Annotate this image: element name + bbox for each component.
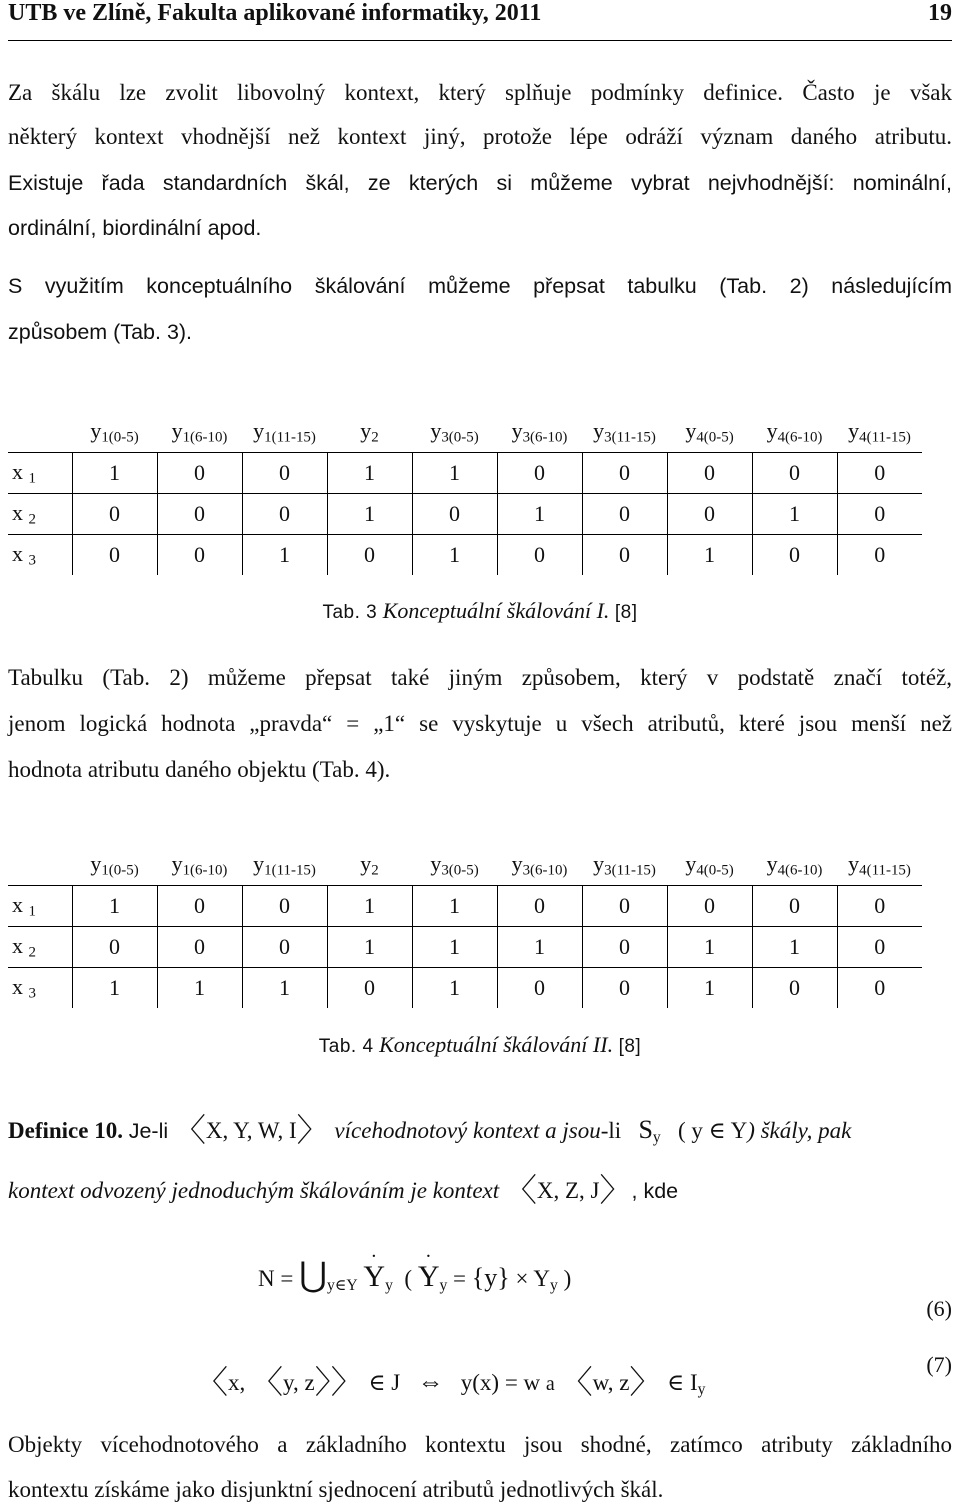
eq7-in-I-sub: y <box>697 1380 706 1398</box>
eq7-x: x, <box>228 1370 246 1395</box>
page-header <box>8 0 952 41</box>
definition-text-1: vícehodnotový kontext a jsou- <box>334 1118 609 1143</box>
eq7-a: a <box>545 1373 555 1395</box>
eq6-Y-sub: y <box>550 1276 558 1294</box>
paragraph-line: hodnota atributu daného objektu (Tab. 4). <box>8 757 391 782</box>
paragraph-line: Tabulku (Tab. 2) můžeme přepsat také jiným způsobem, který v podstatě značí totéž, <box>8 665 952 690</box>
table-corner <box>8 412 72 453</box>
eq7-in-I: ∈ I <box>667 1370 698 1395</box>
column-header: $y_{3(11-15)}$ <box>582 412 667 453</box>
table-row <box>8 927 922 968</box>
table-cell: 1 <box>327 886 412 927</box>
table-cell: 0 <box>582 535 667 576</box>
table-cell: 0 <box>752 535 837 576</box>
table-cell: 0 <box>667 886 752 927</box>
table-cell: 1 <box>327 494 412 535</box>
definition-text-3: kontext odvozený jednoduchým škálováním je kontext <box>8 1178 500 1203</box>
equation-number-7: (7) <box>926 1352 952 1377</box>
times-icon: × <box>515 1266 529 1291</box>
caption-label: Tab. 4 <box>318 1036 374 1057</box>
table-3 <box>8 412 922 575</box>
caption-ref: [8] <box>614 602 638 623</box>
table-cell: 0 <box>72 494 157 535</box>
column-header: $y_{1(0-5)}$ <box>72 412 157 453</box>
table-cell: 1 <box>752 927 837 968</box>
y-in-Y: y ∈ Y <box>691 1118 748 1143</box>
eq6-close: ) <box>563 1266 572 1291</box>
angle-bracket-open-icon: 〈 <box>504 1172 537 1208</box>
table-row <box>8 886 922 927</box>
table-cell: 0 <box>837 494 922 535</box>
table-row <box>8 494 922 535</box>
row-header: x $_3$ <box>8 535 72 576</box>
table-cell: 0 <box>837 968 922 1009</box>
table-cell: 0 <box>327 535 412 576</box>
paragraph-line: Existuje řada standardních škál, ze kterých si můžeme vybrat nejvhodnější: nominální, <box>8 171 952 195</box>
definition-text-2: ) škály, pak <box>747 1118 852 1143</box>
table-cell: 0 <box>327 968 412 1009</box>
table-cell: 0 <box>242 927 327 968</box>
paragraph-line: S využitím konceptuálního škálování můžeme přepsat tabulku (Tab. 2) následujícím <box>8 274 952 298</box>
table-cell: 1 <box>72 886 157 927</box>
table-row <box>8 453 922 494</box>
table-cell: 0 <box>582 927 667 968</box>
paragraph-line: kontextu získáme jako disjunktní sjednocení atributů jednotlivých škál. <box>8 1477 664 1502</box>
eq7-wz: w, z <box>592 1370 630 1395</box>
table-cell: 0 <box>242 886 327 927</box>
table-cell: 0 <box>497 886 582 927</box>
definition-li: li <box>608 1118 622 1143</box>
column-header: $y_{3(0-5)}$ <box>412 412 497 453</box>
table-cell: 0 <box>752 886 837 927</box>
column-header: $y_{1(0-5)}$ <box>72 845 157 886</box>
table-3-caption <box>0 598 960 624</box>
table-header-row <box>8 845 922 886</box>
table-cell: 1 <box>412 927 497 968</box>
column-header: $y_{1(6-10)}$ <box>157 412 242 453</box>
scale-symbol: S <box>638 1115 653 1144</box>
table-cell: 1 <box>327 453 412 494</box>
angle-bracket-close-icon: 〉 <box>629 1364 662 1400</box>
table-cell: 1 <box>412 453 497 494</box>
column-header: $y_{4(0-5)}$ <box>667 845 752 886</box>
paragraph-line: jenom logická hodnota „pravda“ = „1“ se vyskytuje u všech atributů, které jsou menší než <box>8 711 952 736</box>
definition-jeli: Je-li <box>128 1119 169 1143</box>
eq7-mid: y(x) = w <box>460 1370 541 1395</box>
table-cell: 0 <box>582 453 667 494</box>
row-header: x $_1$ <box>8 453 72 494</box>
table-cell: 0 <box>242 494 327 535</box>
definition-line-2 <box>8 1165 678 1211</box>
eq6-open: ( <box>404 1266 413 1291</box>
union-subscript: y∈Y <box>326 1276 358 1294</box>
equation-number-6: (6) <box>926 1296 952 1321</box>
row-header: x $_3$ <box>8 968 72 1009</box>
table-cell: 0 <box>157 453 242 494</box>
eq6-Ydot2-sub: y <box>439 1276 448 1294</box>
table-cell: 0 <box>837 453 922 494</box>
column-header: $y_{1(11-15)}$ <box>242 845 327 886</box>
angle-bracket-close-icon: 〉 <box>599 1172 632 1208</box>
table-cell: 0 <box>667 494 752 535</box>
table-header-row <box>8 412 922 453</box>
table-cell: 0 <box>582 886 667 927</box>
table-cell: 1 <box>752 494 837 535</box>
eq6-Y: Y <box>533 1266 551 1291</box>
table-corner <box>8 845 72 886</box>
table-cell: 1 <box>412 535 497 576</box>
table-cell: 1 <box>157 968 242 1009</box>
table-cell: 1 <box>242 968 327 1009</box>
eq7-in-J: ∈ J <box>368 1370 401 1395</box>
paragraph-line: způsobem (Tab. 3). <box>8 320 193 344</box>
paragraph-line: některý kontext vhodnější než kontext jiný, protože lépe odráží význam daného atributu. <box>8 124 952 149</box>
table-cell: 1 <box>497 494 582 535</box>
paragraph-line: Objekty vícehodnotového a základního kontextu jsou shodné, zatímco atributy základního <box>8 1432 952 1457</box>
angle-bracket-open-icon: 〈 <box>560 1364 593 1400</box>
angle-bracket-close-icon: 〉 <box>296 1112 329 1148</box>
angle-bracket-open-icon: 〈 <box>173 1112 206 1148</box>
row-header: x $_2$ <box>8 494 72 535</box>
angle-bracket-open-icon: 〈 <box>196 1364 229 1400</box>
table-cell: 0 <box>837 927 922 968</box>
caption-text: Konceptuální škálování I. <box>382 598 610 623</box>
definition-line-1 <box>8 1105 851 1151</box>
angle-bracket-close-icon: 〉 <box>330 1364 363 1400</box>
page-number: 19 <box>928 0 952 26</box>
paragraph-line: Za škálu lze zvolit libovolný kontext, který splňuje podmínky definice. Často je však <box>8 80 952 105</box>
equation-6 <box>258 1240 572 1295</box>
definition-kde: , kde <box>631 1179 679 1203</box>
table-cell: 0 <box>667 453 752 494</box>
paragraph-line: ordinální, biordinální apod. <box>8 216 262 240</box>
table-cell: 0 <box>752 968 837 1009</box>
table-cell: 0 <box>582 968 667 1009</box>
table-cell: 0 <box>157 535 242 576</box>
eq6-Ydot: . Y <box>363 1240 386 1293</box>
table-cell: 0 <box>497 968 582 1009</box>
column-header: $y_{4(0-5)}$ <box>667 412 752 453</box>
table-cell: 0 <box>157 494 242 535</box>
caption-text: Konceptuální škálování II. <box>379 1032 614 1057</box>
eq6-set: {y} <box>471 1263 510 1292</box>
eq6-Ydot2: . Y <box>417 1240 440 1293</box>
column-header: $y_{4(6-10)}$ <box>752 412 837 453</box>
caption-ref: [8] <box>618 1036 642 1057</box>
definition-label: Definice 10. <box>8 1118 123 1143</box>
table-cell: 0 <box>837 886 922 927</box>
table-cell: 0 <box>412 494 497 535</box>
column-header: $y_2$ <box>327 412 412 453</box>
table-4 <box>8 845 922 1008</box>
paren-open: ( <box>677 1118 686 1143</box>
column-header: $y_{4(11-15)}$ <box>837 845 922 886</box>
table-cell: 0 <box>72 927 157 968</box>
table-cell: 1 <box>497 927 582 968</box>
eq6-N: N = <box>258 1266 294 1291</box>
context-tuple-2: X, Z, J <box>536 1178 600 1203</box>
table-cell: 1 <box>412 968 497 1009</box>
scale-subscript: y <box>652 1128 661 1146</box>
column-header: $y_{4(6-10)}$ <box>752 845 837 886</box>
table-cell: 0 <box>157 927 242 968</box>
table-4-caption <box>0 1032 960 1058</box>
table-row <box>8 968 922 1009</box>
caption-label: Tab. 3 <box>322 602 378 623</box>
table-cell: 1 <box>667 968 752 1009</box>
table-cell: 1 <box>72 453 157 494</box>
eq6-equals: = <box>453 1266 467 1291</box>
table-cell: 0 <box>157 886 242 927</box>
equation-7 <box>196 1357 705 1403</box>
table-cell: 1 <box>242 535 327 576</box>
table-cell: 1 <box>667 535 752 576</box>
table-cell: 1 <box>327 927 412 968</box>
table-cell: 0 <box>752 453 837 494</box>
table-cell: 0 <box>72 535 157 576</box>
column-header: $y_2$ <box>327 845 412 886</box>
table-cell: 0 <box>242 453 327 494</box>
column-header: $y_{4(11-15)}$ <box>837 412 922 453</box>
column-header: $y_{1(6-10)}$ <box>157 845 242 886</box>
table-row <box>8 535 922 576</box>
column-header: $y_{3(0-5)}$ <box>412 845 497 886</box>
column-header: $y_{1(11-15)}$ <box>242 412 327 453</box>
column-header: $y_{3(11-15)}$ <box>582 845 667 886</box>
iff-icon: ⇔ <box>417 1367 444 1396</box>
header-title: UTB ve Zlíně, Fakulta aplikované informatiky, 2011 <box>8 0 542 26</box>
table-cell: 1 <box>667 927 752 968</box>
column-header: $y_{3(6-10)}$ <box>497 412 582 453</box>
row-header: x $_1$ <box>8 886 72 927</box>
context-tuple: X, Y, W, I <box>205 1118 297 1143</box>
row-header: x $_2$ <box>8 927 72 968</box>
table-cell: 1 <box>72 968 157 1009</box>
table-cell: 0 <box>497 453 582 494</box>
table-cell: 0 <box>582 494 667 535</box>
column-header: $y_{3(6-10)}$ <box>497 845 582 886</box>
union-icon: ⋃ <box>299 1257 327 1294</box>
angle-bracket-close-icon: 〉 <box>314 1364 331 1400</box>
eq6-Ydot-sub: y <box>385 1276 393 1294</box>
table-cell: 0 <box>497 535 582 576</box>
angle-bracket-open-icon: 〈 <box>251 1364 284 1400</box>
table-cell: 0 <box>837 535 922 576</box>
eq7-yz: y, z <box>283 1370 315 1395</box>
table-cell: 1 <box>412 886 497 927</box>
